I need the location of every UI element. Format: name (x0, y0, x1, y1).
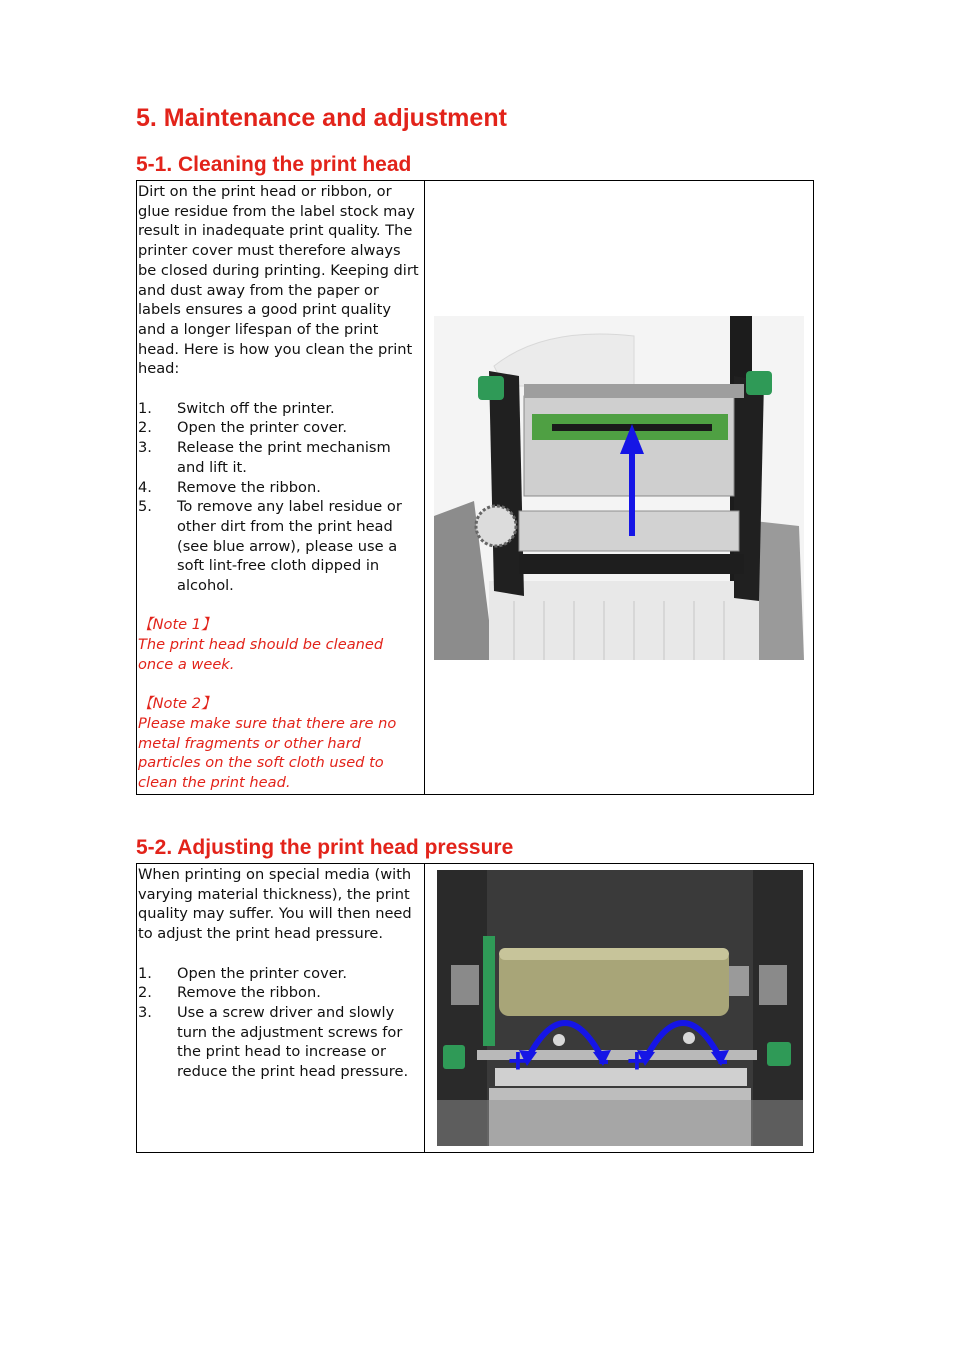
pressure-intro: When printing on special media (with varying material thickness), the print quality may suffer. You will then need to adjust the print head pressure. (138, 866, 412, 943)
printhead-cleaning-photo (434, 316, 804, 660)
table-divider (424, 864, 425, 1152)
section-heading-cleaning: 5-1. Cleaning the print head (136, 153, 412, 176)
cleaning-table (136, 180, 814, 795)
note2-text: Please make sure that there are no metal fragments or other hard particles on the soft cloth used to clean the print head. (138, 714, 397, 792)
list-item: 1. Open the printer cover. (138, 964, 347, 982)
list-item: 4. Remove the ribbon. (138, 478, 321, 496)
page-title: 5. Maintenance and adjustment (136, 104, 507, 132)
table-divider (424, 181, 425, 794)
cleaning-steps (138, 399, 422, 596)
cleaning-text-cell (138, 182, 422, 793)
plus-symbol-left: + (508, 1042, 528, 1080)
pressure-adjust-photo (437, 870, 803, 1146)
list-item: 2. Remove the ribbon. (138, 984, 321, 1002)
plus-symbol-right: + (627, 1042, 647, 1080)
note2-title: 【Note 2】 (138, 695, 216, 713)
pressure-text-cell (138, 865, 422, 1082)
list-item: 5. To remove any label residue or other dirt from the print head (see blue arrow), please use a soft lint-free cloth dipped in alcohol. (138, 498, 402, 595)
minus-symbol-right: - (717, 1041, 729, 1079)
minus-symbol-left: - (598, 1041, 610, 1079)
cleaning-intro: Dirt on the print head or ribbon, or glue residue from the label stock may result in inadequate print quality. The printer cover must therefore always be closed during printing. Keeping dirt and dust away from the paper or labels ensures a good print quality and a longer lifespan of the print head. Here is how you clean the print head: (138, 183, 419, 378)
note1-text: The print head should be cleaned once a week. (138, 636, 384, 673)
list-item: 2. Open the printer cover. (138, 419, 347, 437)
list-item: 1. Switch off the printer. (138, 399, 335, 417)
list-item: 3. Release the print mechanism and lift it. (138, 439, 391, 476)
list-item: 3. Use a screw driver and slowly turn the adjustment screws for the print head to increase or reduce the print head pressure. (138, 1003, 409, 1081)
section-heading-pressure: 5-2. Adjusting the print head pressure (136, 836, 514, 859)
pressure-table (136, 863, 814, 1153)
pressure-steps (138, 964, 422, 1082)
note1-title: 【Note 1】 (138, 616, 216, 634)
